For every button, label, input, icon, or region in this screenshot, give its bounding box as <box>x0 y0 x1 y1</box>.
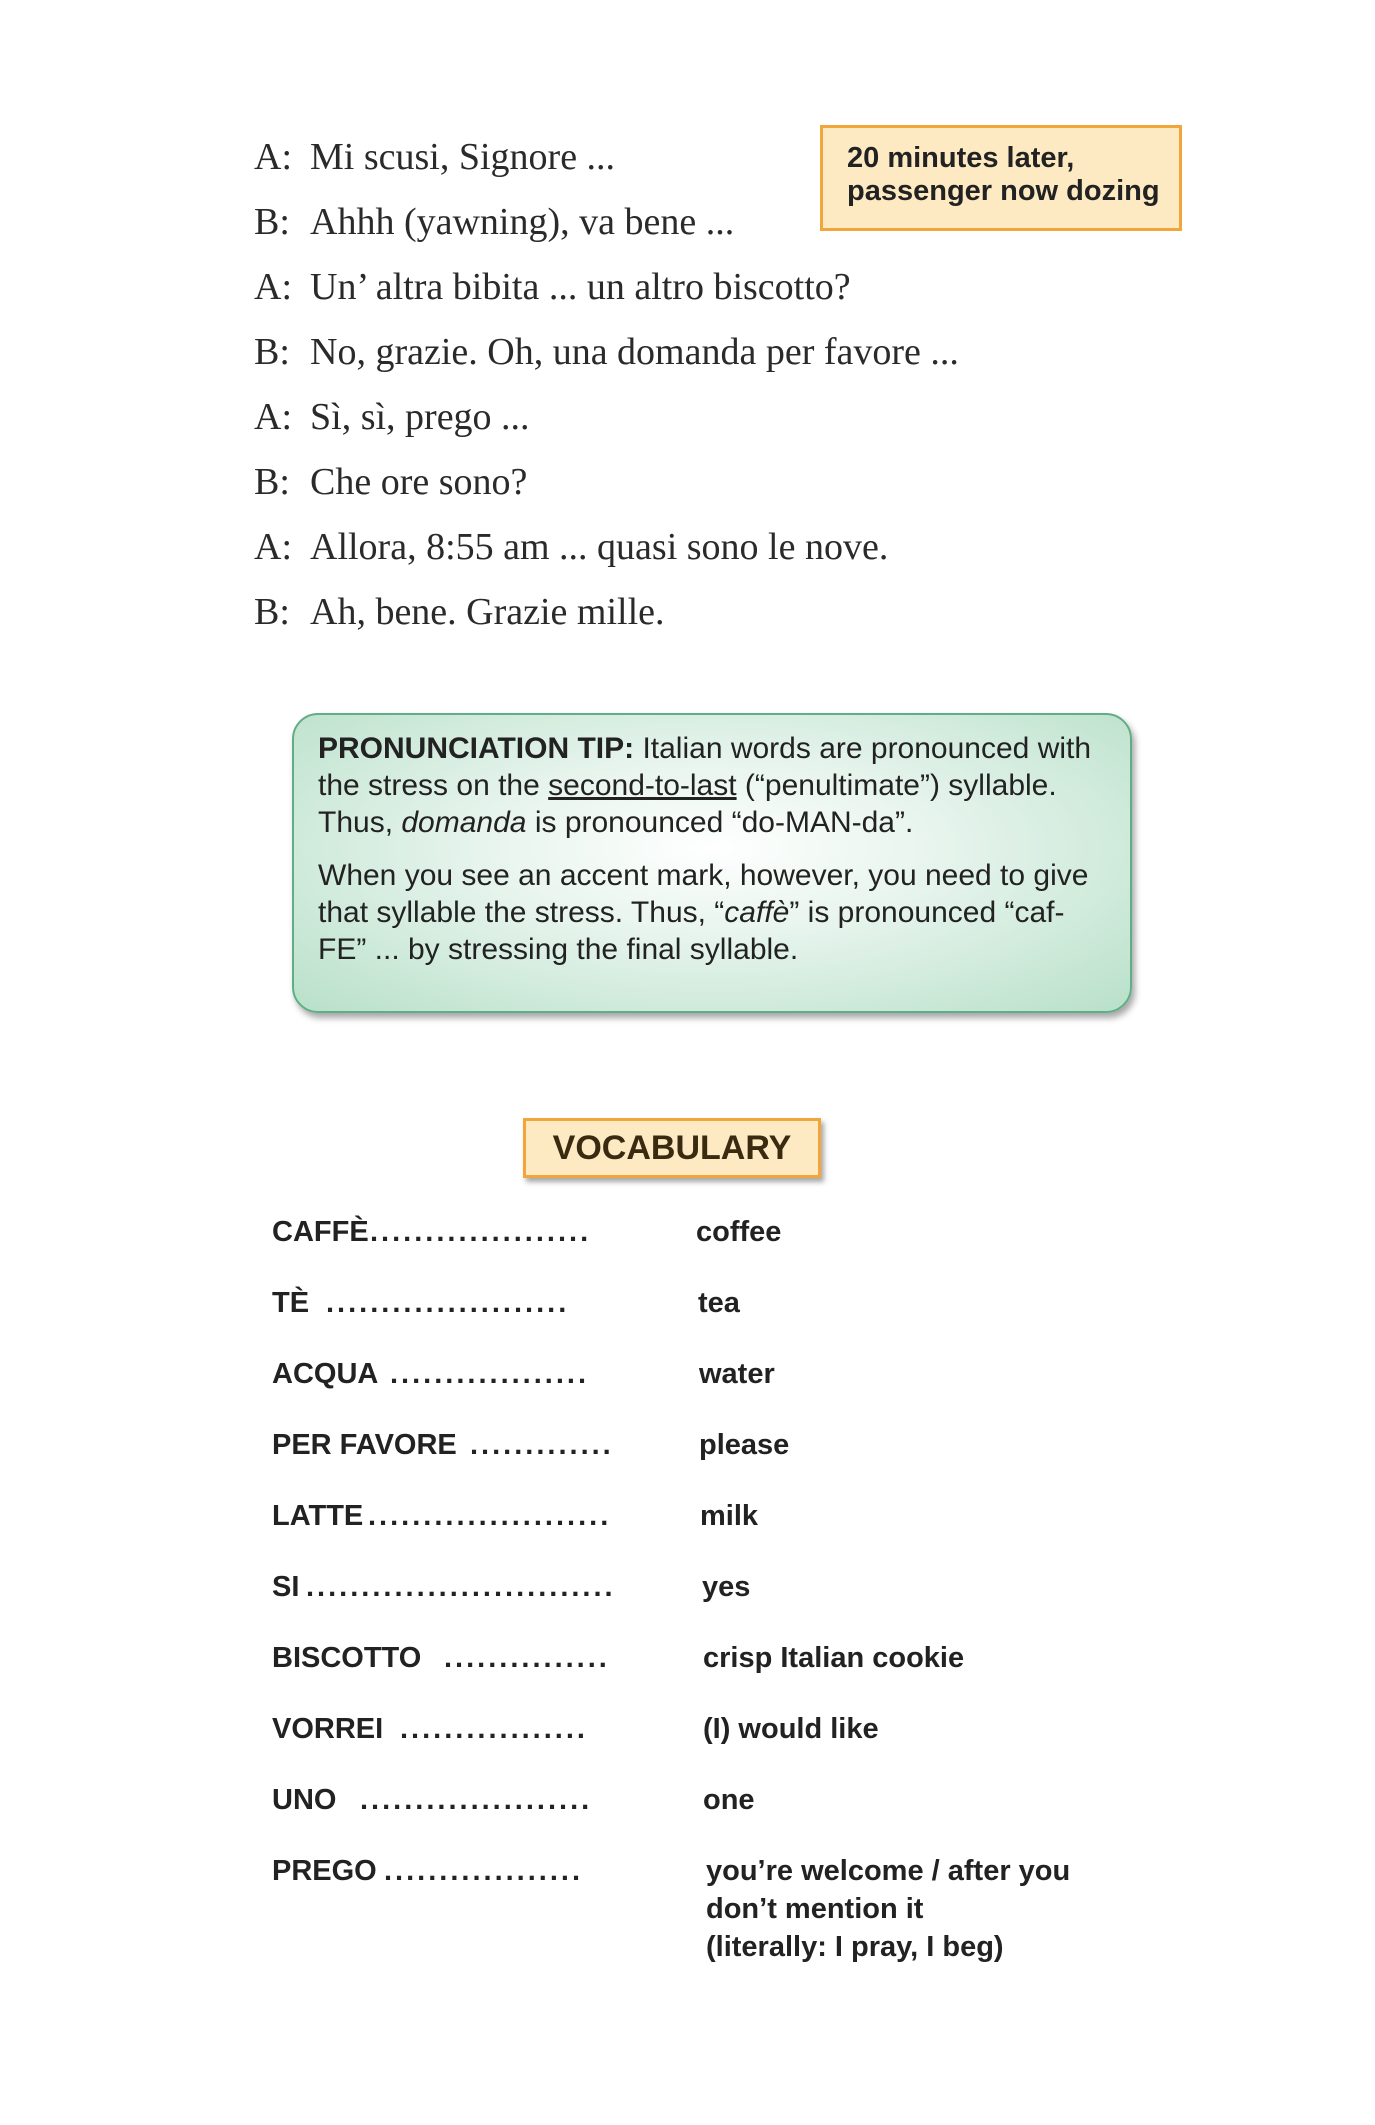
vocab-term: PREGO <box>272 1855 377 1887</box>
dialogue-text: Un’ altra bibita ... un altro biscotto? <box>310 266 851 308</box>
vocab-leader-dots: ............................ <box>306 1571 616 1603</box>
vocab-definition: you’re welcome / after you don’t mention it (literally: I pray, I beg) <box>706 1855 1071 1963</box>
dialogue-line <box>254 450 1054 515</box>
dialogue-text: No, grazie. Oh, una domanda per favore ... <box>310 331 959 373</box>
tip-heading: PRONUNCIATION TIP: <box>318 732 635 765</box>
vocab-term: LATTE <box>272 1500 364 1532</box>
scene-note-line-1: 20 minutes later, <box>847 142 1075 174</box>
scene-note-line-2: passenger now dozing <box>847 175 1160 207</box>
speaker-label: A: <box>254 526 292 568</box>
vocab-leader-dots: ..................... <box>360 1784 593 1816</box>
vocab-leader-dots: ............. <box>470 1429 614 1461</box>
vocab-leader-dots: ................. <box>400 1713 588 1745</box>
tip-text: ” is pronounced “caf-FE” ... by stressing the final syllable. <box>318 896 1065 966</box>
dialogue-line <box>254 320 1054 385</box>
vocab-leader-dots: ............... <box>444 1642 610 1674</box>
tip-underlined-text: second-to-last <box>548 769 737 802</box>
dialogue-text: Mi scusi, Signore ... <box>310 136 616 178</box>
vocab-definition: (I) would like <box>703 1713 879 1745</box>
tip-text: (“penultimate”) syllable. Thus, <box>318 769 1057 839</box>
speaker-label: A: <box>254 396 292 438</box>
vocab-definition: coffee <box>696 1216 782 1248</box>
vocab-definition: tea <box>698 1287 740 1319</box>
speaker-label: A: <box>254 136 292 178</box>
vocabulary-heading: VOCABULARY <box>523 1118 821 1178</box>
vocab-term: UNO <box>272 1784 337 1816</box>
tip-text: Italian words are pronounced with the stress on the <box>318 732 1092 802</box>
vocab-leader-dots: .................. <box>384 1855 584 1887</box>
dialogue-text: Sì, sì, prego ... <box>310 396 530 438</box>
speaker-label: A: <box>254 266 292 308</box>
scene-note <box>820 125 1182 231</box>
dialogue-text: Ah, bene. Grazie mille. <box>310 591 665 633</box>
speaker-label: B: <box>254 461 290 503</box>
tip-italic-text: domanda <box>401 806 527 839</box>
vocab-definition: water <box>699 1358 775 1390</box>
dialogue-line <box>254 515 1054 580</box>
vocab-term: ACQUA <box>272 1358 379 1390</box>
vocab-term: TÈ <box>272 1287 310 1319</box>
vocab-term: PER FAVORE <box>272 1429 457 1461</box>
tip-text: When you see an accent mark, however, you need to give that syllable the stress. Thus, “ <box>318 859 1089 929</box>
vocab-definition: one <box>703 1784 755 1816</box>
vocab-term: VORREI <box>272 1713 384 1745</box>
dialogue-line <box>254 580 1054 645</box>
dialogue-line <box>254 385 1054 450</box>
vocab-leader-dots: ...................... <box>326 1287 570 1319</box>
vocab-term: SI <box>272 1571 300 1603</box>
speaker-label: B: <box>254 331 290 373</box>
speaker-label: B: <box>254 201 290 243</box>
vocab-leader-dots: .................. <box>390 1358 590 1390</box>
tip-paragraph-2 <box>318 857 1108 968</box>
vocab-term: BISCOTTO <box>272 1642 422 1674</box>
pronunciation-tip-box <box>292 713 1132 1013</box>
dialogue-text: Allora, 8:55 am ... quasi sono le nove. <box>310 526 889 568</box>
vocab-definition: yes <box>702 1571 751 1603</box>
vocab-definition: milk <box>700 1500 759 1532</box>
dialogue-text: Ahhh (yawning), va bene ... <box>310 201 735 243</box>
speaker-label: B: <box>254 591 290 633</box>
tip-italic-text: caffè <box>724 896 790 929</box>
vocab-definition: please <box>699 1429 790 1461</box>
vocab-definition: crisp Italian cookie <box>703 1642 965 1674</box>
vocab-leader-dots: ...................... <box>368 1500 612 1532</box>
vocab-leader-dots: .................... <box>370 1216 592 1248</box>
tip-paragraph-1 <box>318 730 1108 841</box>
vocab-term: CAFFÈ <box>272 1216 369 1248</box>
dialogue-text: Che ore sono? <box>310 461 528 503</box>
dialogue-line <box>254 255 1054 320</box>
tip-text: is pronounced “do-MAN-da”. <box>526 806 914 839</box>
